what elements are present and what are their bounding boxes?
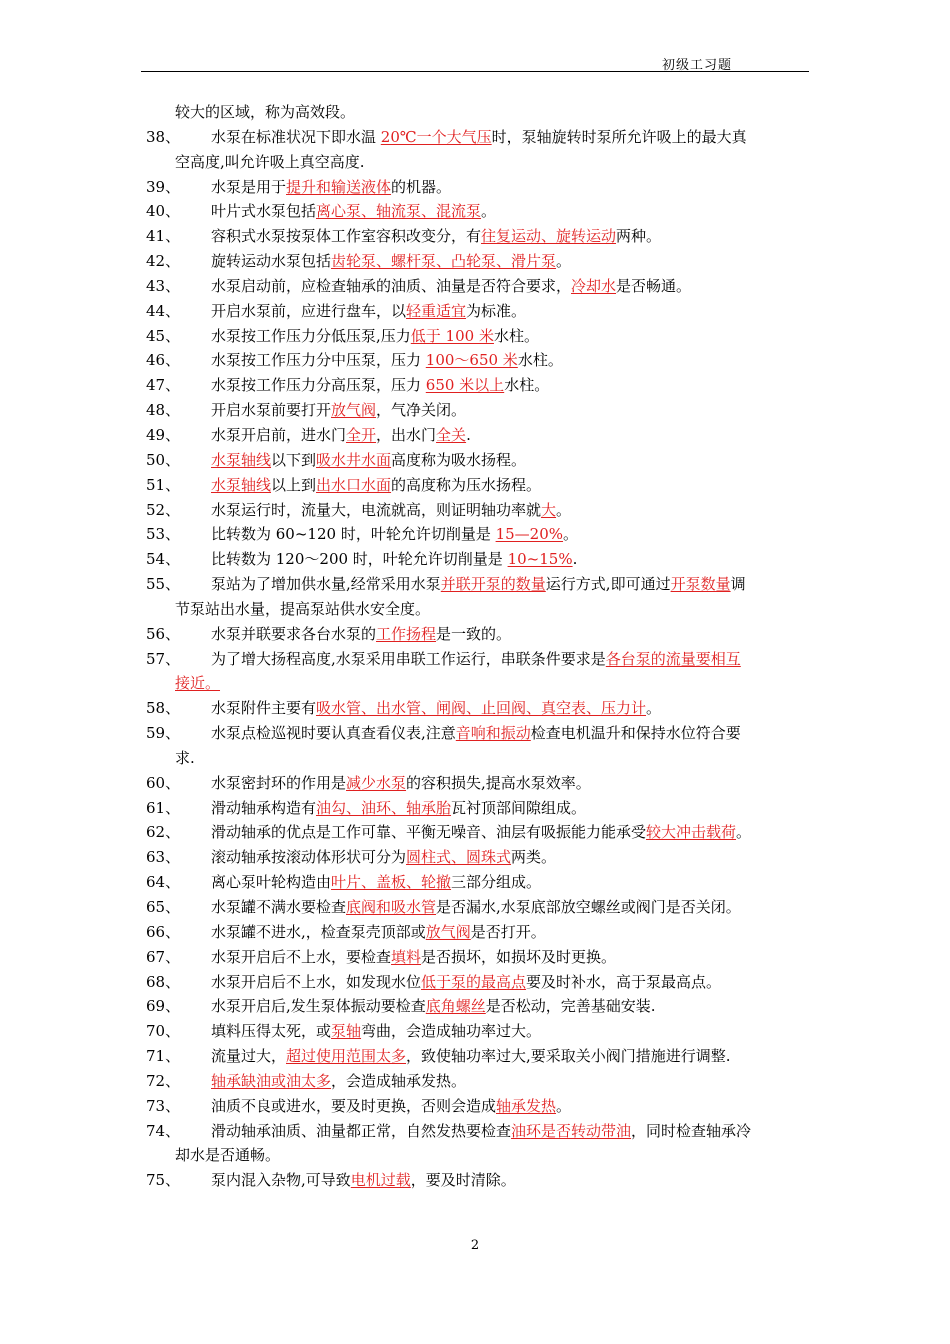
answer-text: 15—20% <box>495 525 564 544</box>
question-text <box>211 448 526 473</box>
question-segment: 空高度,叫允许吸上真空高度. <box>175 152 365 171</box>
answer-text: 650 米以上 <box>425 376 505 395</box>
question-number: 50、 <box>146 450 181 469</box>
question-text <box>211 125 747 150</box>
answer-text: 低于 100 米 <box>410 326 494 345</box>
question-text <box>211 324 539 349</box>
question-segment: 油质不良或进水，要及时更换，否则会造成 <box>211 1096 497 1115</box>
question-segment: 以下到 <box>271 450 317 469</box>
question-segment: ，致使轴功率过大,要采取关小阀门措施进行调整. <box>406 1047 731 1066</box>
answer-text: 并联开泵的数量 <box>440 575 546 594</box>
question-line <box>0 473 950 498</box>
answer-text: 吸水管、出水管、闸阀、止回阀、真空表、压力计 <box>316 699 647 718</box>
question-text <box>211 1094 571 1119</box>
question-segment: 水泵密封环的作用是 <box>211 773 347 792</box>
answer-text: 较大冲击载荷 <box>646 823 737 842</box>
question-text <box>211 473 541 498</box>
question-line <box>0 125 950 150</box>
question-number: 64、 <box>146 873 181 892</box>
answer-text: 底阀和吸水管 <box>346 898 437 916</box>
question-line <box>0 522 950 547</box>
question-segment: 开启水泵前，应进行盘车，以 <box>211 301 407 320</box>
question-segment: 水泵开启后不上水，要检查 <box>211 947 392 966</box>
question-segment: 水泵运行时，流量大，电流就高，则证明轴功率就 <box>211 500 542 519</box>
answer-text: 泵轴 <box>331 1022 362 1041</box>
question-text <box>211 199 496 224</box>
question-line <box>0 1044 950 1069</box>
answer-text: 音响和振动 <box>455 724 531 743</box>
question-number: 68、 <box>146 972 181 991</box>
question-line <box>0 1019 950 1044</box>
question-segment: 。 <box>563 525 579 544</box>
question-segment: 水泵开启后,发生泵体振动要检查 <box>211 997 426 1016</box>
answer-text: 电机过载 <box>350 1171 411 1190</box>
question-text <box>211 522 578 547</box>
question-segment: 是否松动，完善基础安装. <box>485 997 656 1016</box>
answer-text: 轴承发热 <box>496 1096 557 1115</box>
question-number: 62、 <box>146 823 181 842</box>
question-segment: 离心泵叶轮构造由 <box>211 873 332 892</box>
question-text <box>211 796 586 821</box>
question-line <box>0 647 950 672</box>
question-line <box>0 199 950 224</box>
question-line <box>0 597 950 622</box>
question-line <box>0 994 950 1019</box>
question-number: 67、 <box>146 947 181 966</box>
question-segment: 是否畅通。 <box>616 276 692 295</box>
question-segment: 。 <box>556 500 572 519</box>
answer-text: 往复运动、旋转运动 <box>481 227 617 246</box>
question-number: 42、 <box>146 252 181 271</box>
answer-text: 填料 <box>391 947 422 966</box>
question-segment: 要及时补水，高于泵最高点。 <box>526 972 722 991</box>
answer-text: 冷却水 <box>571 276 617 295</box>
answer-text: 放气阀 <box>425 922 471 941</box>
question-segment: 。 <box>556 252 572 271</box>
question-segment: 的高度称为压水扬程。 <box>391 475 542 494</box>
question-number: 75、 <box>146 1171 181 1190</box>
question-segment: 叶片式水泵包括 <box>211 202 317 221</box>
question-line <box>0 622 950 647</box>
question-line <box>0 870 950 895</box>
question-number: 54、 <box>146 550 181 569</box>
question-line <box>0 547 950 572</box>
question-number: 38、 <box>146 127 181 146</box>
question-number: 72、 <box>146 1071 181 1090</box>
question-number: 61、 <box>146 798 181 817</box>
question-line <box>0 448 950 473</box>
question-number: 40、 <box>146 202 181 221</box>
question-segment: 弯曲，会造成轴功率过大。 <box>361 1022 542 1041</box>
question-segment: 却水是否通畅。 <box>175 1146 281 1165</box>
question-line <box>0 175 950 200</box>
question-line <box>0 1168 950 1193</box>
question-line <box>0 572 950 597</box>
question-segment: 水泵在标准状况下即水温 <box>211 127 381 146</box>
page-header-title: 初级工习题 <box>662 58 733 73</box>
document-body <box>0 100 950 1193</box>
question-segment: . <box>572 550 578 569</box>
question-segment: 泵内混入杂物,可导致 <box>211 1171 351 1190</box>
question-text <box>211 373 549 398</box>
question-text <box>211 895 741 920</box>
answer-text: 轴承缺油或油太多 <box>211 1071 332 1090</box>
question-line <box>0 150 950 175</box>
question-segment: 水泵罐不进水,，检查泵壳顶部或 <box>211 922 426 941</box>
question-segment: 为标准。 <box>466 301 527 320</box>
question-text <box>211 622 511 647</box>
question-line <box>0 299 950 324</box>
question-segment: 三部分组成。 <box>451 873 542 892</box>
question-text <box>211 771 591 796</box>
answer-text: 全关 <box>436 425 467 444</box>
answer-text: 低于泵的最高点 <box>421 972 527 991</box>
question-segment: 水泵开启后不上水，如发现水位 <box>211 972 422 991</box>
question-line <box>0 348 950 373</box>
answer-text: 出水口水面 <box>316 475 392 494</box>
question-line <box>0 498 950 523</box>
question-line <box>0 845 950 870</box>
question-number: 47、 <box>146 376 181 395</box>
answer-text: 油勾、油环、轴承胎 <box>316 798 452 817</box>
question-segment: 瓦衬顶部间隙组成。 <box>451 798 587 817</box>
question-segment: 是一致的。 <box>436 624 512 643</box>
question-line <box>0 1094 950 1119</box>
question-segment: 求. <box>175 748 195 767</box>
question-text <box>211 970 721 995</box>
intro-line <box>0 100 950 125</box>
question-segment: . <box>466 425 471 444</box>
question-segment: 。 <box>646 699 662 718</box>
question-segment: 水泵附件主要有 <box>211 699 317 718</box>
question-line <box>0 1119 950 1144</box>
question-number: 56、 <box>146 624 181 643</box>
answer-text: 大 <box>541 500 557 519</box>
question-segment: 水泵启动前，应检查轴承的油质、油量是否符合要求， <box>211 276 572 295</box>
question-text <box>211 572 746 597</box>
question-segment: ，同时检查轴承冷 <box>631 1121 752 1140</box>
question-number: 70、 <box>146 1022 181 1041</box>
question-line <box>0 274 950 299</box>
question-text <box>211 1168 516 1193</box>
answer-text: 超过使用范围太多 <box>286 1047 407 1066</box>
answer-text: 全开 <box>346 425 377 444</box>
question-segment: 时，泵轴旋转时泵所允许吸上的最大真 <box>491 127 747 146</box>
header-rule <box>141 71 809 72</box>
question-segment: 的容积损失,提高水泵效率。 <box>406 773 591 792</box>
question-segment: 比转数为 60~120 时，叶轮允许切削量是 <box>211 525 496 544</box>
page-number: 2 <box>470 1238 480 1253</box>
question-text <box>211 647 741 672</box>
answer-text: 轻重适宜 <box>406 301 467 320</box>
question-text <box>211 274 691 299</box>
question-segment: 两类。 <box>511 848 557 867</box>
question-number: 45、 <box>146 326 181 345</box>
question-segment: 水泵是用于 <box>211 177 287 196</box>
question-segment: 水柱。 <box>517 351 563 370</box>
question-line <box>0 920 950 945</box>
question-number: 58、 <box>146 699 181 718</box>
question-segment: 容积式水泵按泵体工作室容积改变分，有 <box>211 227 482 246</box>
question-segment: 水柱。 <box>493 326 539 345</box>
question-segment: 水泵点检巡视时要认真查看仪表,注意 <box>211 724 456 743</box>
answer-text: 底角螺丝 <box>425 997 486 1016</box>
question-number: 49、 <box>146 425 181 444</box>
question-segment: 滑动轴承油质、油量都正常，自然发热要检查 <box>211 1121 512 1140</box>
question-number: 57、 <box>146 649 181 668</box>
question-segment: 水泵按工作压力分中压泵，压力 <box>211 351 426 370</box>
question-segment: 滑动轴承的优点是工作可靠、平衡无噪音、油层有吸振能力能承受 <box>211 823 647 842</box>
question-number: 71、 <box>146 1047 181 1066</box>
answer-text: 吸水井水面 <box>316 450 392 469</box>
question-line <box>0 970 950 995</box>
question-number: 41、 <box>146 227 181 246</box>
question-text <box>211 920 546 945</box>
question-number: 44、 <box>146 301 181 320</box>
answer-text: 开泵数量 <box>670 575 731 594</box>
question-text-continued <box>175 671 220 696</box>
question-segment: 水泵并联要求各台水泵的 <box>211 624 377 643</box>
question-line <box>0 373 950 398</box>
question-number: 74、 <box>146 1121 181 1140</box>
answer-text: 圆柱式、圆珠式 <box>406 848 512 867</box>
question-text <box>211 498 571 523</box>
answer-text: 叶片、盖板、轮撤 <box>331 873 452 892</box>
question-text-continued <box>175 746 195 771</box>
question-text-continued <box>175 597 430 622</box>
question-text <box>211 696 661 721</box>
question-number: 63、 <box>146 848 181 867</box>
intro-text: 较大的区域，称为高效段。 <box>175 103 356 121</box>
question-segment: 。 <box>556 1096 572 1115</box>
question-line <box>0 721 950 746</box>
question-text <box>211 845 556 870</box>
question-text <box>211 249 571 274</box>
question-segment: 开启水泵前要打开 <box>211 401 332 420</box>
question-segment: 旋转运动水泵包括 <box>211 252 332 271</box>
question-segment: 水柱。 <box>504 376 550 395</box>
question-segment: ，会造成轴承发热。 <box>331 1071 467 1090</box>
question-segment: 是否打开。 <box>470 922 546 941</box>
question-text <box>211 1119 751 1144</box>
question-line <box>0 796 950 821</box>
question-text <box>211 224 661 249</box>
question-number: 46、 <box>146 351 181 370</box>
question-number: 43、 <box>146 276 181 295</box>
question-segment: 两种。 <box>616 227 662 246</box>
answer-text: 减少水泵 <box>346 773 407 792</box>
question-number: 73、 <box>146 1096 181 1115</box>
answer-text: 各台泵的流量要相互 <box>605 649 741 668</box>
question-segment: 高度称为吸水扬程。 <box>391 450 527 469</box>
answer-text: 提升和输送液体 <box>286 177 392 196</box>
question-number: 48、 <box>146 401 181 420</box>
question-segment: ，气净关闭。 <box>376 401 467 420</box>
question-segment: 水泵罐不满水要检查 <box>211 898 347 916</box>
question-number: 65、 <box>146 898 181 916</box>
question-text <box>211 721 741 746</box>
question-text <box>211 820 751 845</box>
question-segment: 水泵按工作压力分低压泵,压力 <box>211 326 411 345</box>
question-number: 53、 <box>146 525 181 544</box>
question-text <box>211 299 526 324</box>
question-line <box>0 249 950 274</box>
question-number: 69、 <box>146 997 181 1016</box>
question-line <box>0 1069 950 1094</box>
question-line <box>0 423 950 448</box>
answer-text: 离心泵、轴流泵、混流泵 <box>316 202 482 221</box>
question-segment: ，出水门 <box>376 425 437 444</box>
question-number: 52、 <box>146 500 181 519</box>
question-text-continued <box>175 1143 280 1168</box>
question-segment: 滚动轴承按滚动体形状可分为 <box>211 848 407 867</box>
question-number: 51、 <box>146 475 181 494</box>
answer-text: 20℃一个大气压 <box>380 127 492 146</box>
answer-text: 接近。 <box>175 674 221 693</box>
question-text-continued <box>175 150 365 175</box>
question-line <box>0 1143 950 1168</box>
question-line <box>0 820 950 845</box>
question-line <box>0 895 950 920</box>
question-text <box>211 1019 541 1044</box>
question-segment: 为了增大扬程高度,水泵采用串联工作运行，串联条件要求是 <box>211 649 606 668</box>
question-line <box>0 224 950 249</box>
answer-text: 齿轮泵、螺杆泵、凸轮泵、滑片泵 <box>331 252 557 271</box>
question-segment: 水泵开启前，进水门 <box>211 425 347 444</box>
question-segment: 流量过大， <box>211 1047 287 1066</box>
question-number: 66、 <box>146 922 181 941</box>
question-segment: 运行方式,即可通过 <box>545 575 671 594</box>
question-segment: 填料压得太死，或 <box>211 1022 332 1041</box>
question-text <box>211 348 563 373</box>
question-number: 60、 <box>146 773 181 792</box>
question-line <box>0 771 950 796</box>
question-segment: ，要及时清除。 <box>410 1171 516 1190</box>
question-line <box>0 398 950 423</box>
question-text <box>211 175 451 200</box>
answer-text: 水泵轴线 <box>211 450 272 469</box>
answer-text: 工作扬程 <box>376 624 437 643</box>
question-line <box>0 324 950 349</box>
question-text <box>211 870 541 895</box>
answer-text: 水泵轴线 <box>211 475 272 494</box>
question-line <box>0 945 950 970</box>
question-text <box>211 945 616 970</box>
answer-text: 10~15% <box>507 550 573 569</box>
question-line <box>0 746 950 771</box>
question-number: 55、 <box>146 575 181 594</box>
answer-text: 放气阀 <box>331 401 377 420</box>
question-segment: 水泵按工作压力分高压泵，压力 <box>211 376 426 395</box>
question-text <box>211 994 656 1019</box>
question-segment: 以上到 <box>271 475 317 494</box>
question-text <box>211 1069 466 1094</box>
question-number: 59、 <box>146 724 181 743</box>
question-line <box>0 671 950 696</box>
question-segment: 的机器。 <box>391 177 452 196</box>
question-segment: 比转数为 120～200 时，叶轮允许切削量是 <box>211 550 508 569</box>
question-segment: 。 <box>481 202 497 221</box>
question-text <box>211 547 577 572</box>
question-text <box>211 1044 731 1069</box>
question-segment: 调 <box>730 575 746 594</box>
question-number: 39、 <box>146 177 181 196</box>
question-text <box>211 423 471 448</box>
question-line <box>0 696 950 721</box>
answer-text: 100～650 米 <box>425 351 518 370</box>
question-segment: 是否漏水,水泵底部放空螺丝或阀门是否关闭。 <box>436 898 741 916</box>
answer-text: 油环是否转动带油 <box>511 1121 632 1140</box>
question-segment: 滑动轴承构造有 <box>211 798 317 817</box>
question-segment: 节泵站出水量，提高泵站供水安全度。 <box>175 599 431 618</box>
question-segment: 泵站为了增加供水量,经常采用水泵 <box>211 575 441 594</box>
question-segment: 检查电机温升和保持水位符合要 <box>530 724 741 743</box>
question-segment: 。 <box>736 823 752 842</box>
question-segment: 是否损坏，如损坏及时更换。 <box>421 947 617 966</box>
question-text <box>211 398 466 423</box>
